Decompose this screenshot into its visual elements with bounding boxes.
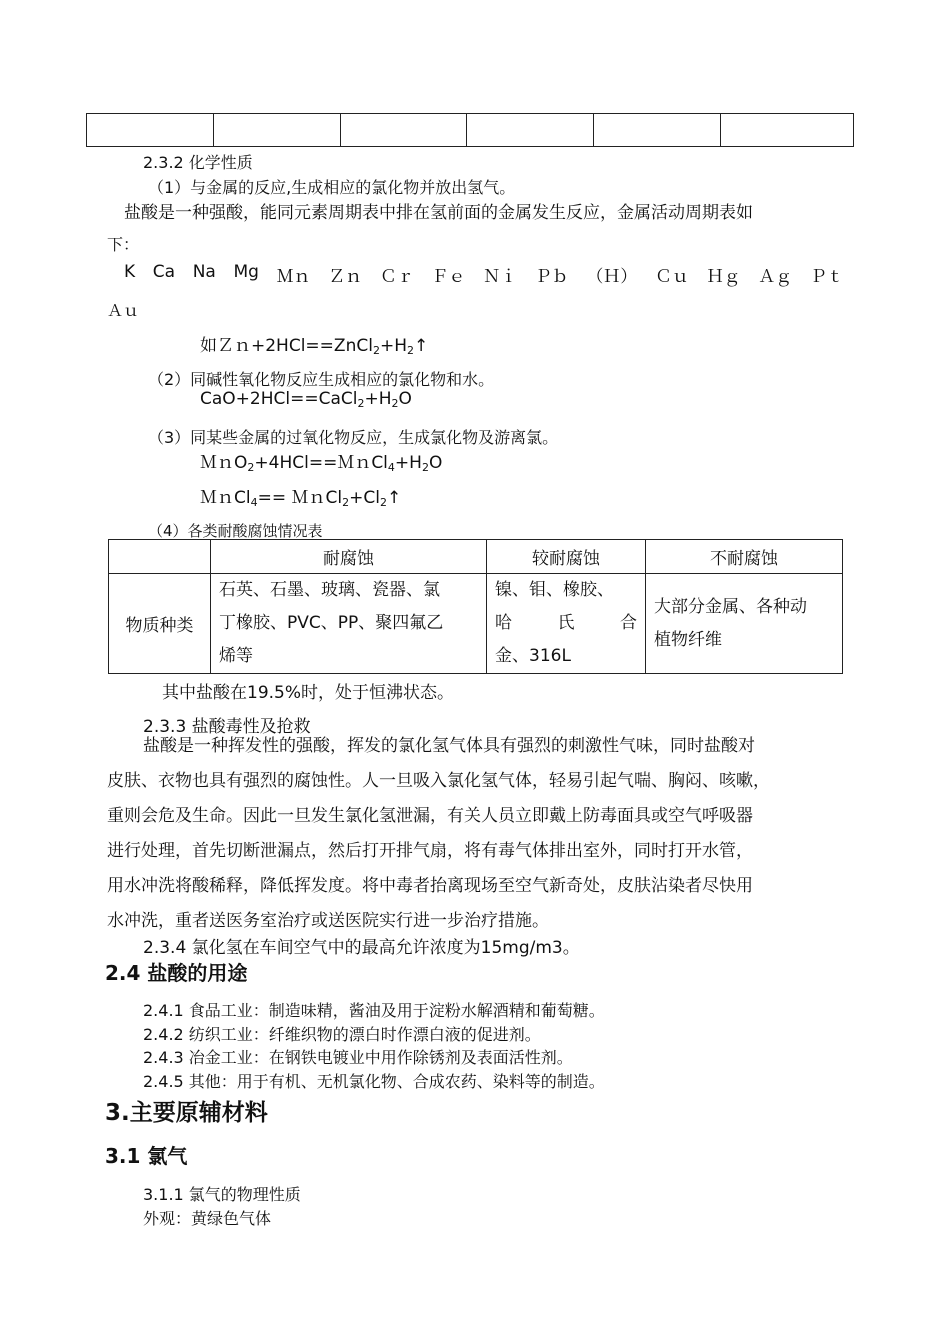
item-4-table-caption: （4）各类耐酸腐蚀情况表	[148, 522, 323, 540]
equation-cao: $CaO+2HCl==CaCl_2+H_2O$	[200, 389, 412, 410]
paragraph-line: 水冲洗，重者送医务室治疗或送医院实行进一步治疗措施。	[107, 911, 549, 931]
use-item: 2.4.2 纺织工业：纤维织物的漂白时作漂白液的促进剂。	[143, 1025, 541, 1044]
table-cell	[467, 114, 594, 147]
section-heading-3-1: 3.1 氯气	[105, 1144, 188, 1168]
series-element: Ｚｎ	[328, 267, 363, 287]
paragraph-line: 盐酸是一种挥发性的强酸，挥发的氯化氢气体具有强烈的刺激性气味，同时盐酸对	[143, 736, 755, 756]
series-element: （Ｈ）	[586, 267, 638, 287]
paragraph-line: 皮肤、衣物也具有强烈的腐蚀性。人一旦吸入氯化氢气体，轻易引起气喘、胸闷、咳嗽，	[107, 771, 770, 791]
table-cell	[721, 114, 854, 147]
paragraph-line: 盐酸是一种强酸，能同元素周期表中排在氢前面的金属发生反应，金属活动周期表如	[124, 203, 753, 223]
item-1: （1）与金属的反应,生成相应的氯化物并放出氢气。	[148, 178, 516, 197]
use-item: 2.4.5 其他：用于有机、无机氯化物、合成农药、染料等的制造。	[143, 1072, 605, 1091]
series-element: Na	[192, 262, 216, 282]
table-cell-resistant	[211, 574, 487, 674]
series-element: Mg	[233, 262, 259, 282]
table-row	[109, 574, 843, 674]
series-element: Ｐｔ	[809, 267, 844, 287]
cell-word: 氏	[557, 613, 575, 633]
use-item: 2.4.3 冶金工业：在钢铁电镀业中用作除锈剂及表面活性剂。	[143, 1048, 573, 1067]
table-cell	[340, 114, 467, 147]
cell-line: 金、316L	[495, 646, 571, 666]
table-cell-not-resistant	[646, 574, 843, 674]
table-header-cell: 不耐腐蚀	[646, 540, 843, 574]
table-cell	[213, 114, 340, 147]
table-cell	[87, 114, 214, 147]
cell-word: 哈	[495, 613, 512, 633]
equation-mno2: $MnO_2+4HCl==MnCl_4+H_2O$	[200, 453, 443, 474]
cell-line: 镍、钼、橡胶、	[495, 580, 614, 600]
table-row	[87, 114, 854, 147]
table-cell-fairly-resistant	[487, 574, 646, 674]
table-header-cell: 较耐腐蚀	[487, 540, 646, 574]
appearance-line: 外观：黄绿色气体	[143, 1209, 272, 1228]
row-label: 物质种类	[109, 574, 211, 674]
series-element-last: Ａｕ	[107, 301, 140, 320]
series-element: Ｈｇ	[706, 267, 741, 287]
cell-line: 丁橡胶、PVC、PP、聚四氟乙	[219, 613, 444, 633]
cell-line: 烯等	[219, 646, 253, 666]
cell-line: 石英、石墨、玻璃、瓷器、氯	[219, 580, 440, 600]
paragraph-line: 重则会危及生命。因此一旦发生氯化氢泄漏，有关人员立即戴上防毒面具或空气呼吸器	[107, 806, 753, 826]
series-element: Ｐｂ	[534, 267, 569, 287]
series-element: Ｃｒ	[379, 267, 414, 287]
toxicity-paragraph	[107, 729, 857, 939]
metal-activity-series	[124, 262, 844, 287]
series-element: K	[124, 262, 136, 282]
chapter-heading-3: 3.主要原辅材料	[105, 1100, 268, 1126]
series-element: Ａｇ	[758, 267, 793, 287]
cell-line: 植物纤维	[654, 629, 722, 650]
series-element: Ｃｕ	[654, 267, 689, 287]
section-2-3-4: 2.3.4 氯化氢在车间空气中的最高允许浓度为15mg/m3。	[143, 938, 580, 958]
equation-zn: 如$Zn+2HCl==ZnCl_2+H_2↑$	[200, 336, 429, 357]
section-heading-2-3-2: 2.3.2 化学性质	[143, 153, 253, 172]
series-element: Ｎｉ	[483, 267, 518, 287]
use-item: 2.4.1 食品工业：制造味精，酱油及用于淀粉水解酒精和葡萄糖。	[143, 1001, 605, 1020]
item-2: （2）同碱性氧化物反应生成相应的氯化物和水。	[148, 370, 495, 389]
item-3: （3）同某些金属的过氧化物反应，生成氯化物及游离氯。	[148, 428, 559, 447]
cell-line	[495, 607, 637, 640]
cell-word: 合	[620, 613, 637, 633]
section-heading-2-4: 2.4 盐酸的用途	[105, 961, 248, 985]
corrosion-resistance-table	[108, 539, 843, 674]
equation-mncl4: ＭｎCl$_4$== $MnCl_2+Cl_2↑$	[200, 488, 402, 509]
azeotrope-note: 其中盐酸在19.5%时，处于恒沸状态。	[162, 683, 455, 703]
series-element: Ｍｎ	[276, 267, 311, 287]
paragraph-line: 进行处理，首先切断泄漏点，然后打开排气扇，将有毒气体排出室外，同时打开水管，	[107, 841, 753, 861]
section-heading-2-3-3: 2.3.3 盐酸毒性及抢救	[143, 717, 311, 737]
paragraph-line: 下：	[107, 235, 140, 254]
table-header-cell: 耐腐蚀	[211, 540, 487, 574]
table-header-cell	[109, 540, 211, 574]
empty-table-fragment	[86, 113, 854, 147]
section-heading-3-1-1: 3.1.1 氯气的物理性质	[143, 1185, 301, 1204]
table-cell	[594, 114, 721, 147]
series-element: Ｆｅ	[431, 267, 466, 287]
series-element: Ca	[152, 262, 176, 282]
paragraph-line: 用水冲洗将酸稀释，降低挥发度。将中毒者抬离现场至空气新奇处，皮肤沾染者尽快用	[107, 876, 753, 896]
table-header-row	[109, 540, 843, 574]
cell-line: 大部分金属、各种动	[654, 596, 807, 617]
